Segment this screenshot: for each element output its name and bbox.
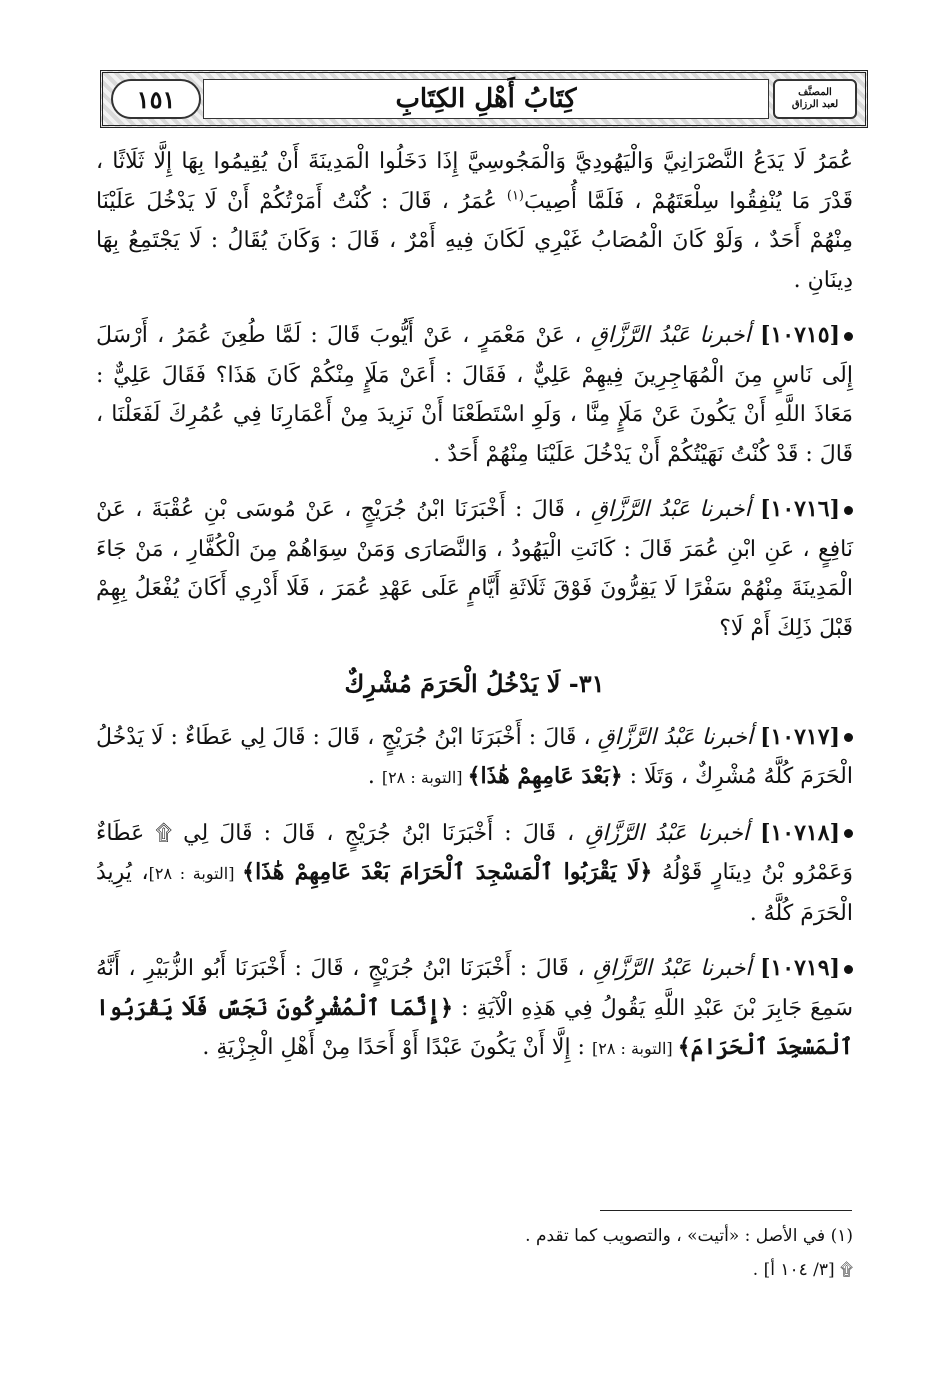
hadith-number: [١٠٧١٧]: [760, 723, 840, 750]
hadith-text: ، عَنْ مَعْمَرٍ ، عَنْ أَيُّوبَ قَالَ : لَمَّا طُعِنَ عُمَرُ ، أَرْسَلَ إِلَى نَاسٍ مِنَ الْمُهَاجِرِينَ فِيهِمْ عَلِيٌّ ، فَقَالَ : أَعَنْ مَلَإٍ مِنْكُمْ كَانَ هَذَا؟ فَقَالَ عَلِيٌّ : مَعَاذَ اللَّهِ أَنْ يَكُونَ عَنْ مَلَإٍ مِنَّا ، وَلَوِ اسْتَطَعْنَا أَنْ نَزِيدَ مِنْ أَعْمَارِنَا فِي عُمُرِكَ لَفَعَلْنَا ، قَالَ : قَدْ كُنْتُ نَهَيْتُكُمْ أَنْ يَدْخُلَ عَلَيْنَا مِنْهُمْ أَحَدٌ .: [96, 323, 853, 467]
hadith-text: ، قَالَ : أَخْبَرَنَا ابْنُ جُرَيْجٍ ، قَالَ : أَخْبَرَنَا أَبُو الزُّبَيْرِ ، أَنَّهُ سَمِعَ جَابِرَ بْنَ عَبْدِ اللَّهِ يَقُولُ فِي هَذِهِ الْآيَةِ :: [96, 956, 853, 1021]
hadith-number: [١٠٧١٩]: [760, 955, 840, 981]
book-logo: [773, 79, 857, 119]
hadith-text: ، قَالَ : أَخْبَرَنَا ابْنُ جُرَيْجٍ ، قَالَ : قَالَ لِي عَطَاءٌ : لَا يَدْخُلُ الْحَرَمَ كُلَّهُ مُشْرِكٌ ، وَتَلَا :: [96, 724, 853, 789]
verse-reference: [التوبة : ٢٨]: [591, 1039, 678, 1058]
logo-line-2: لعبد الرزاق: [791, 99, 839, 110]
page-header: [100, 70, 868, 128]
hadith-tail: .: [367, 764, 382, 789]
hadith-number: [١٠٧١٦]: [760, 496, 841, 522]
verse-reference: [التوبة : ٢٨]: [381, 768, 468, 787]
bullet-icon: [844, 332, 853, 341]
quran-verse: ﴿بَعْدَ عَامِهِمْ هَٰذَا﴾: [467, 763, 623, 789]
footnote-2: ۩ [٣/ ١٠٤ أ] .: [752, 1260, 853, 1280]
hadith-chain: أخبرنا عَبْدُ الرَّزَّاقِ: [597, 724, 754, 750]
footnote-marker: (١): [506, 188, 524, 204]
bullet-icon: [844, 965, 853, 974]
hadith-chain: أخبرنا عَبْدُ الرَّزَّاقِ: [593, 956, 752, 981]
bullet-icon: [844, 829, 853, 838]
hadith-text: ، قَالَ : أَخْبَرَنَا ابْنُ جُرَيْجٍ ، قَالَ : قَالَ لِي ۩ عَطَاءٌ وَعَمْرُو بْنُ دِينَارٍ قَوْلُهُ: [96, 820, 853, 885]
hadith-text: ، قَالَ : أَخْبَرَنَا ابْنُ جُرَيْجٍ ، عَنْ مُوسَى بْنِ عُقْبَةَ ، عَنْ نَافِعٍ ، عَنِ ابْنِ عُمَرَ قَالَ : كَانَتِ الْيَهُودُ ، وَالنَّصَارَى وَمَنْ سِوَاهُمْ مِنَ الْكُفَّارِ ، مَنْ جَاءَ الْمَدِينَةَ مِنْهُمْ سَفْرًا لَا يَقِرُّونَ فَوْقَ ثَلَاثَةِ أَيَّامٍ عَلَى عَهْدِ عُمَرَ ، فَلَا أَدْرِي أَكَانَ يُفْعَلُ بِهِمْ قَبْلَ ذَلِكَ أَمْ لَا؟: [96, 497, 853, 641]
hadith-tail: ، يُرِيدُ الْحَرَمَ كُلَّهُ .: [96, 860, 853, 926]
hadith-number: [١٠٧١٥]: [760, 322, 840, 348]
section-title: ٣١- لَا يَدْخُلُ الْحَرَمَ مُشْرِكٌ: [344, 669, 605, 698]
hadith-10718: [96, 814, 853, 934]
hadith-chain: أخبرنا عَبْدُ الرَّزَّاقِ: [590, 323, 751, 348]
paragraph-continuation: عُمَرُ لَا يَدَعُ النَّصْرَانِيَّ وَالْيَهُودِيَّ وَالْمَجُوسِيَّ إِذَا دَخَلُوا الْمَدِينَةَ أَنْ يُقِيمُوا بِهَا إِلَّا ثَلَاثًا ، قَدْرَ مَا يُنْفِقُوا سِلْعَتَهُمْ ، فَلَمَّا أُصِيبَ$^{(١)}$ عُمَرُ ، قَالَ : كُنْتُ أَمَرْتُكُمْ أَنْ لَا يَدْخُلَ عَلَيْنَا مِنْهُمْ أَحَدٌ ، وَلَوْ كَانَ الْمُصَابُ غَيْرِي لَكَانَ فِيهِ أَمْرٌ ، قَالَ : وَكَانَ يُقَالُ : لَا يَجْتَمِعُ بِهَا دِينَانِ .: [96, 149, 853, 293]
hadith-10719: [96, 949, 853, 1069]
header-title-band: [203, 79, 769, 119]
hadith-chain: أخبرنا عَبْدُ الرَّزَّاقِ: [585, 820, 749, 846]
bullet-icon: [844, 733, 853, 742]
hadith-10717: [96, 718, 853, 798]
hadith-chain: أخبرنا عَبْدُ الرَّزَّاقِ: [590, 497, 751, 522]
logo-line-1: المصنَّف: [798, 87, 832, 98]
verse-reference: [التوبة : ٢٨]: [148, 864, 243, 883]
page-body: [96, 142, 853, 1085]
hadith-10715: [96, 316, 853, 474]
quran-verse: ﴿إِنَّمَا ٱلْمُشْرِكُونَ نَجَسٌ فَلَا يَقْرَبُوا ٱلْمَسْجِدَ ٱلْحَرَامَ﴾: [96, 994, 853, 1060]
chapter-title: كِتَابُ أَهْلِ الكِتَابِ: [395, 84, 577, 114]
footnotes: [96, 1222, 853, 1290]
quran-verse: ﴿لَا يَقْرَبُوا ٱلْمَسْجِدَ ٱلْحَرَامَ بَعْدَ عَامِهِمْ هَٰذَا﴾: [242, 859, 653, 885]
hadith-tail: : إِلَّا أَنْ يَكُونَ عَبْدًا أَوْ أَحَدًا مِنْ أَهْلِ الْجِزْيَةِ .: [202, 1035, 592, 1060]
page-number: ١٥١: [111, 79, 201, 119]
footnote-1: (١) في الأصل : «أتيت» ، والتصويب كما تقدم .: [525, 1226, 853, 1246]
bullet-icon: [844, 506, 853, 515]
hadith-10716: [96, 490, 853, 648]
footnote-divider: [600, 1210, 852, 1211]
hadith-number: [١٠٧١٨]: [760, 819, 840, 846]
